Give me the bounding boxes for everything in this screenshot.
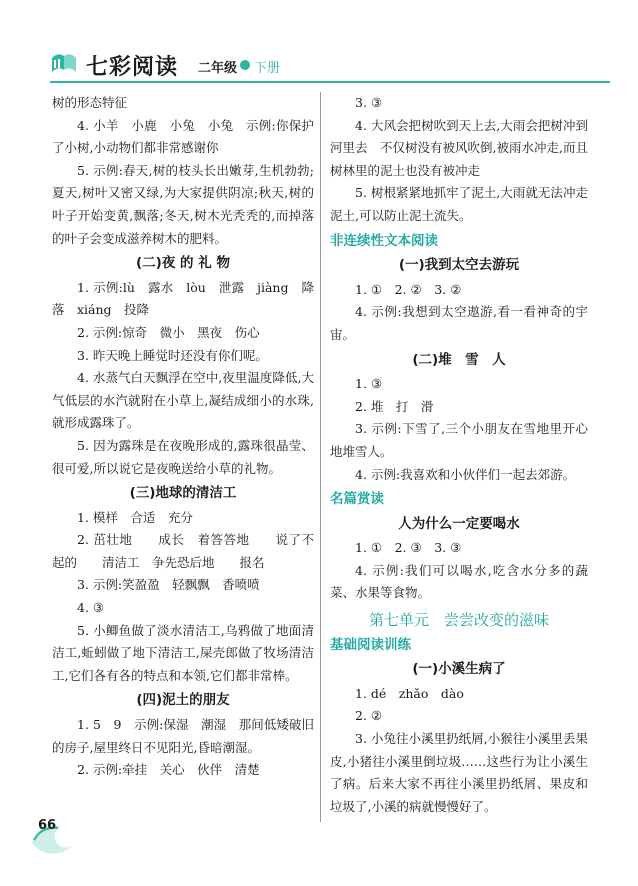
answer-line: 1. 5 9 示例:保湿 潮湿 那间低矮破旧的房子,屋里终日不见阳光,昏暗潮湿。 <box>52 717 314 755</box>
category-heading: 基础阅读训练 <box>330 636 411 653</box>
answer-line: 5. 因为露珠是在夜晚形成的,露珠很晶莹、很可爱,所以说它是夜晚送给小草的礼物。 <box>52 437 314 476</box>
page-number: 66 <box>38 818 57 833</box>
page-header <box>50 48 610 82</box>
answer-line: 5. 示例:春天,树的枝头长出嫩芽,生机勃勃;夏天,树叶又密又绿,为大家提供阴凉;秋天,树的叶子开始变黄,飘落;冬天,树木光秃秃的,而掉落的叶子会变成滋养树木的肥料。 <box>52 162 314 246</box>
answer-line: 4. 水蒸气白天飘浮在空中,夜里温度降低,大气低层的水汽就附在小草上,凝结成细小的水珠,就形成露珠了。 <box>52 370 314 431</box>
header-title: 七彩阅读 <box>86 55 179 80</box>
section-heading: (四)泥土的朋友 <box>136 692 230 709</box>
answer-line: 3. 昨天晚上睡觉时还没有你们呢。 <box>77 347 268 363</box>
answer-line: 树的形态特征 <box>52 95 128 110</box>
book-logo-icon <box>50 50 78 78</box>
answer-line: 5. 树根紧紧地抓牢了泥土,大雨就无法冲走泥土,可以防止泥土流失。 <box>330 185 588 223</box>
right-column <box>330 92 588 818</box>
unit-heading: 第七单元 尝尝改变的滋味 <box>368 611 549 630</box>
section-heading: (三)地球的清洁工 <box>129 485 237 502</box>
header-rule <box>50 81 610 83</box>
left-column <box>52 92 314 782</box>
answer-line: 3. ③ <box>355 95 383 110</box>
answer-line: 1. 模样 合适 充分 <box>77 509 193 525</box>
header-volume: 下册 <box>254 61 281 76</box>
answer-line: 4. 示例:我喜欢和小伙伴们一起去郊游。 <box>355 466 576 482</box>
page-number-badge <box>30 812 74 856</box>
answer-line: 1. dé zhǎo dào <box>355 685 464 701</box>
answer-line: 4. 示例:我想到太空遨游,看一看神奇的宇宙。 <box>330 304 588 342</box>
answer-line: 2. 示例:牵挂 关心 伙伴 清楚 <box>77 762 260 778</box>
section-heading: (二)堆 雪 人 <box>412 351 506 368</box>
answer-line: 1. ① 2. ② 3. ② <box>355 281 462 297</box>
answer-line: 1. ③ <box>355 376 383 392</box>
header-grade: 二年级 <box>198 61 238 76</box>
header-dot-icon <box>240 60 250 70</box>
category-heading: 名篇赏读 <box>330 491 384 508</box>
answer-line: 2. 堆 打 滑 <box>355 398 434 414</box>
answer-line: 3. 示例:下雪了,三个小朋友在雪地里开心地堆雪人。 <box>330 421 588 459</box>
section-heading: (二)夜 的 礼 物 <box>136 255 230 272</box>
answer-line: 4. ③ <box>77 600 105 616</box>
answer-line: 3. 示例:笑盈盈 轻飘飘 香喷喷 <box>77 577 260 593</box>
category-heading: 非连续性文本阅读 <box>330 232 438 249</box>
section-heading: (一)小溪生病了 <box>412 661 506 678</box>
answer-line: 3. 小兔往小溪里扔纸屑,小猴往小溪里丢果皮,小猪往小溪里倒垃圾……这些行为让小溪生了病。后来大家不再往小溪里扔纸屑、果皮和垃圾了,小溪的病就慢慢好了。 <box>330 731 588 814</box>
answer-line: 4. 示例:我们可以喝水,吃含水分多的蔬菜、水果等食物。 <box>330 562 588 601</box>
answer-line: 1. ① 2. ③ 3. ③ <box>355 540 462 556</box>
answer-line: 2. 示例:惊奇 微小 黑夜 伤心 <box>77 324 260 340</box>
answer-line: 2. ② <box>355 708 383 724</box>
section-heading: 人为什么一定要喝水 <box>398 515 520 532</box>
section-heading: (一)我到太空去游玩 <box>398 257 520 274</box>
answer-line: 2. 茁壮地 成长 着答答地 说了不起的 清洁工 争先恐后地 报名 <box>52 532 314 570</box>
answer-line: 4. 大风会把树吹到天上去,大雨会把树冲到河里去 不仅树没有被风吹倒,被雨水冲走,而且树林里的泥土也没有被冲走 <box>330 117 588 178</box>
answer-line: 1. 示例:lù 露水 lòu 泄露 jiàng 降落 xiáng 投降 <box>52 279 314 318</box>
answer-line: 4. 小羊 小鹿 小兔 小兔 示例:你保护了小树,小动物们都非常感谢你 <box>52 117 314 156</box>
answer-line: 5. 小鲫鱼做了淡水清洁工,乌鸦做了地面清洁工,蚯蚓做了地下清洁工,屎壳郎做了牧场清洁工,它们各有各的特点和本领,它们都非常棒。 <box>52 622 314 683</box>
column-divider <box>320 92 321 822</box>
